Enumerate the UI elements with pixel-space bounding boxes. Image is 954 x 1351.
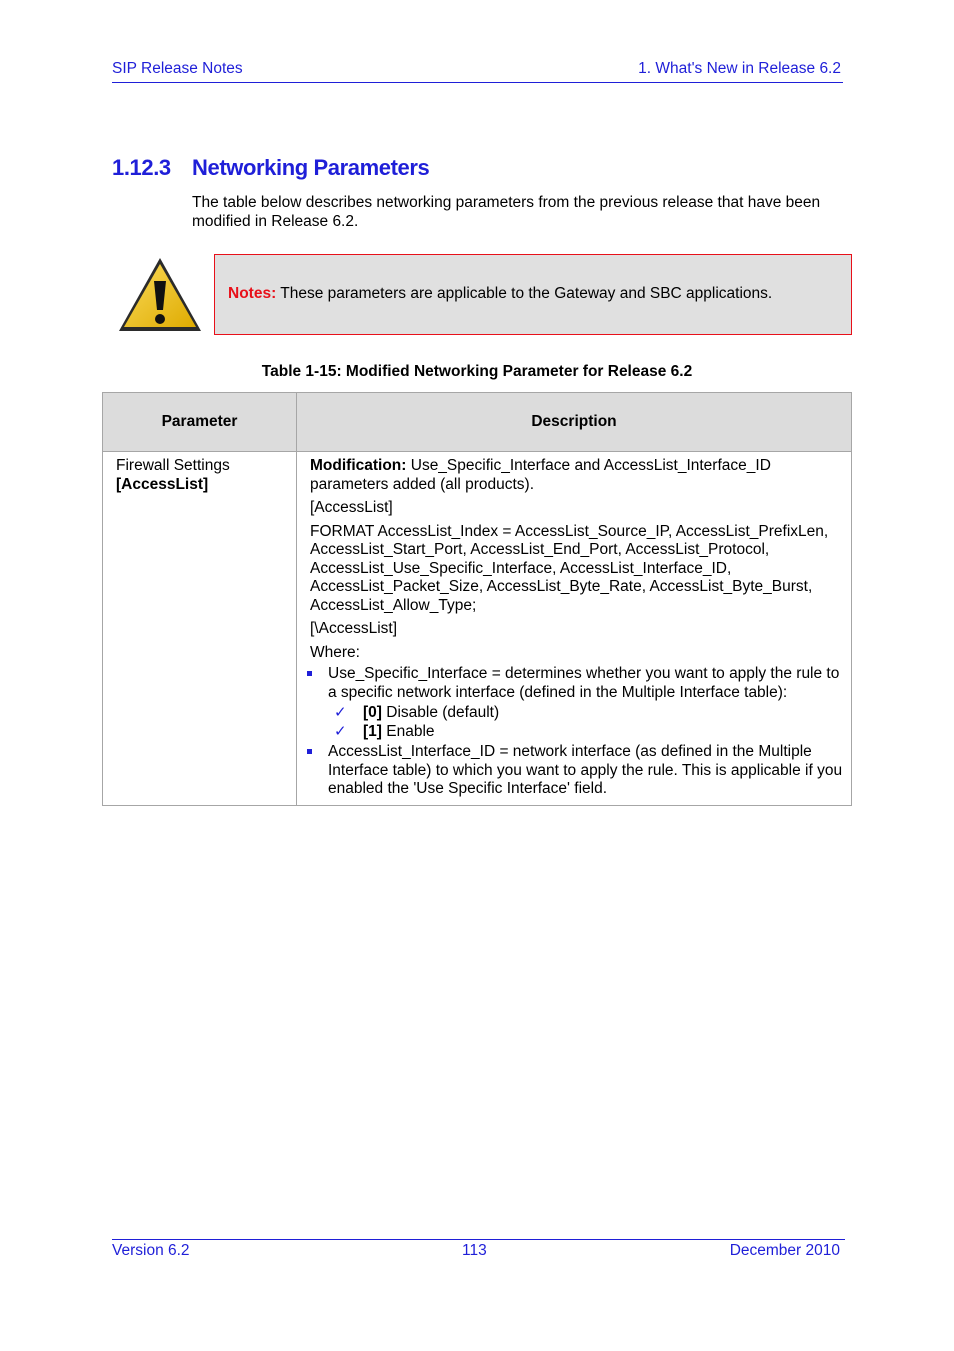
parameter-table (102, 392, 852, 806)
note-box (214, 254, 852, 335)
table-row (103, 452, 852, 806)
description-cell (297, 452, 852, 806)
where-label: Where: (310, 643, 360, 661)
header-left: SIP Release Notes (112, 60, 243, 77)
table-header-row (103, 393, 852, 452)
checkmark-icon: ✓ (334, 704, 347, 721)
header-description: Description (297, 393, 852, 452)
table-caption: Table 1-15: Modified Networking Parameter for Release 6.2 (261, 363, 693, 380)
list-item: ✓ [0] Disable (default) (334, 704, 500, 721)
param-name: Firewall Settings (116, 457, 230, 474)
square-bullet-icon (307, 671, 312, 676)
note-label: Notes: (228, 285, 277, 302)
close-tag: [\AccessList] (310, 620, 397, 637)
header-parameter: Parameter (103, 393, 297, 452)
footer-date: December 2010 (729, 1242, 840, 1259)
checkmark-icon: ✓ (334, 722, 347, 740)
section-heading (112, 155, 429, 181)
page-footer (112, 1239, 845, 1260)
format-line: FORMAT AccessList_Index = AccessList_Source_IP, AccessList_PrefixLen, AccessList_Start_Port, AccessList_End_Port, AccessList_Protocol, AccessList_Use_Specific_Interface, AccessList_Interface_ID, AccessList_Packet_Size, AccessList_Byte_Rate, AccessList_Byte_Burst, AccessList_Allow_Type; (310, 522, 829, 614)
option-list (328, 704, 843, 741)
footer-page-number: 113 (462, 1242, 487, 1259)
param-key: [AccessList] (116, 475, 209, 493)
note-body: These parameters are applicable to the Gateway and SBC applications. (280, 285, 773, 302)
open-tag: [AccessList] (310, 499, 393, 516)
bullet-list (310, 665, 843, 799)
modification-text: Modification: Use_Specific_Interface and AccessList_Interface_ID parameters added (all products). (310, 457, 771, 493)
page-header (112, 60, 843, 83)
intro-paragraph: The table below describes networking parameters from the previous release that have been modified in Release 6.2. (192, 194, 821, 230)
footer-version: Version 6.2 (112, 1242, 190, 1259)
square-bullet-icon (307, 749, 312, 754)
parameter-cell (103, 452, 297, 806)
list-item: AccessList_Interface_ID = network interface (as defined in the Multiple Interface table) to which you want to apply the rule. This is applicable if you enabled the 'Use Specific Interface' field. (310, 743, 843, 799)
header-right: 1. What's New in Release 6.2 (638, 60, 841, 77)
modification-label: Modification: (310, 457, 407, 474)
warning-triangle-icon (116, 255, 204, 335)
list-item: Use_Specific_Interface = determines whether you want to apply the rule to a specific network interface (defined in the Multiple Interface table): ✓ [0] Disable (default) ✓ [1] Enable (310, 665, 843, 741)
section-number: 1.12.3 (112, 155, 171, 180)
list-item: ✓ [1] Enable (334, 722, 435, 740)
note-text (228, 285, 772, 303)
section-title: Networking Parameters (192, 155, 430, 180)
